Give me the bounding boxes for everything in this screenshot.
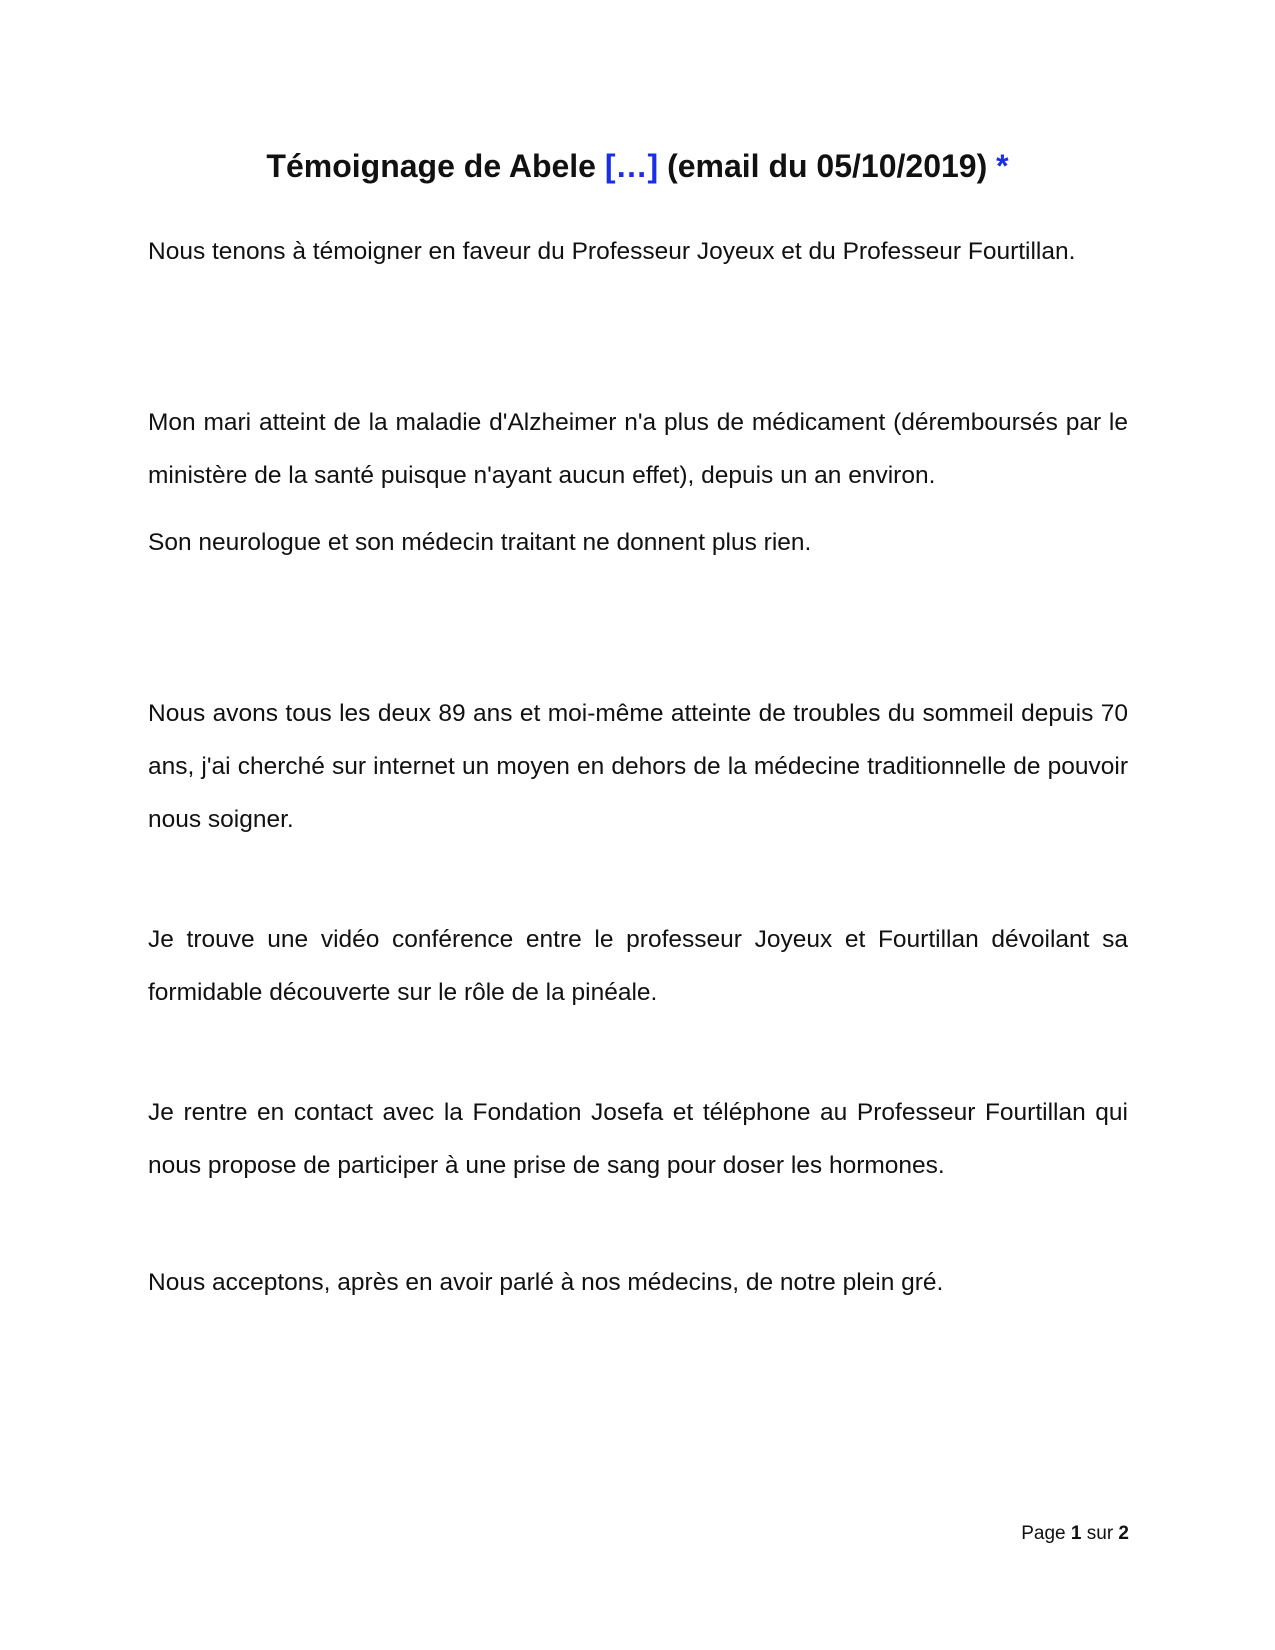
title-asterisk: * [996, 148, 1009, 184]
document-title [0, 146, 1275, 186]
paragraph-text: Je trouve une vidéo conférence entre le professeur Joyeux et Fourtillan dévoilant sa formidable découverte sur le rôle de la pinéale. [148, 926, 1128, 1006]
paragraph-5 [148, 913, 1128, 1019]
page-number-footer [1021, 1522, 1129, 1546]
paragraph-text: Son neurologue et son médecin traitant ne donnent plus rien. [148, 529, 812, 556]
title-ellipsis: […] [604, 148, 659, 184]
paragraph-1 [148, 225, 1128, 278]
paragraph-7 [148, 1256, 1128, 1309]
paragraph-text: Nous tenons à témoigner en faveur du Professeur Joyeux et du Professeur Fourtillan. [148, 238, 1076, 265]
paragraph-text: Nous acceptons, après en avoir parlé à nos médecins, de notre plein gré. [148, 1269, 944, 1296]
total-pages-number: 2 [1118, 1523, 1129, 1544]
current-page-number: 1 [1070, 1523, 1082, 1544]
paragraph-4 [148, 687, 1128, 846]
title-prefix: Témoignage de Abele [266, 148, 605, 184]
paragraph-text: Nous avons tous les deux 89 ans et moi-même atteinte de troubles du sommeil depuis 70 ans, j'ai cherché sur internet un moyen en dehors de la médecine traditionnelle de pouvoir nous soigner. [148, 700, 1128, 833]
title-email-date: (email du 05/10/2019) [658, 148, 997, 184]
paragraph-3 [148, 516, 1128, 569]
paragraph-6 [148, 1086, 1128, 1192]
paragraph-text: Je rentre en contact avec la Fondation Josefa et téléphone au Professeur Fourtillan qui nous propose de participer à une prise de sang pour doser les hormones. [148, 1099, 1128, 1179]
page-label: Page [1021, 1523, 1071, 1544]
paragraph-text: Mon mari atteint de la maladie d'Alzheimer n'a plus de médicament (déremboursés par le ministère de la santé puisque n'ayant aucun effet), depuis un an environ. [148, 409, 1128, 489]
paragraph-2 [148, 396, 1128, 502]
of-label: sur [1081, 1523, 1119, 1544]
